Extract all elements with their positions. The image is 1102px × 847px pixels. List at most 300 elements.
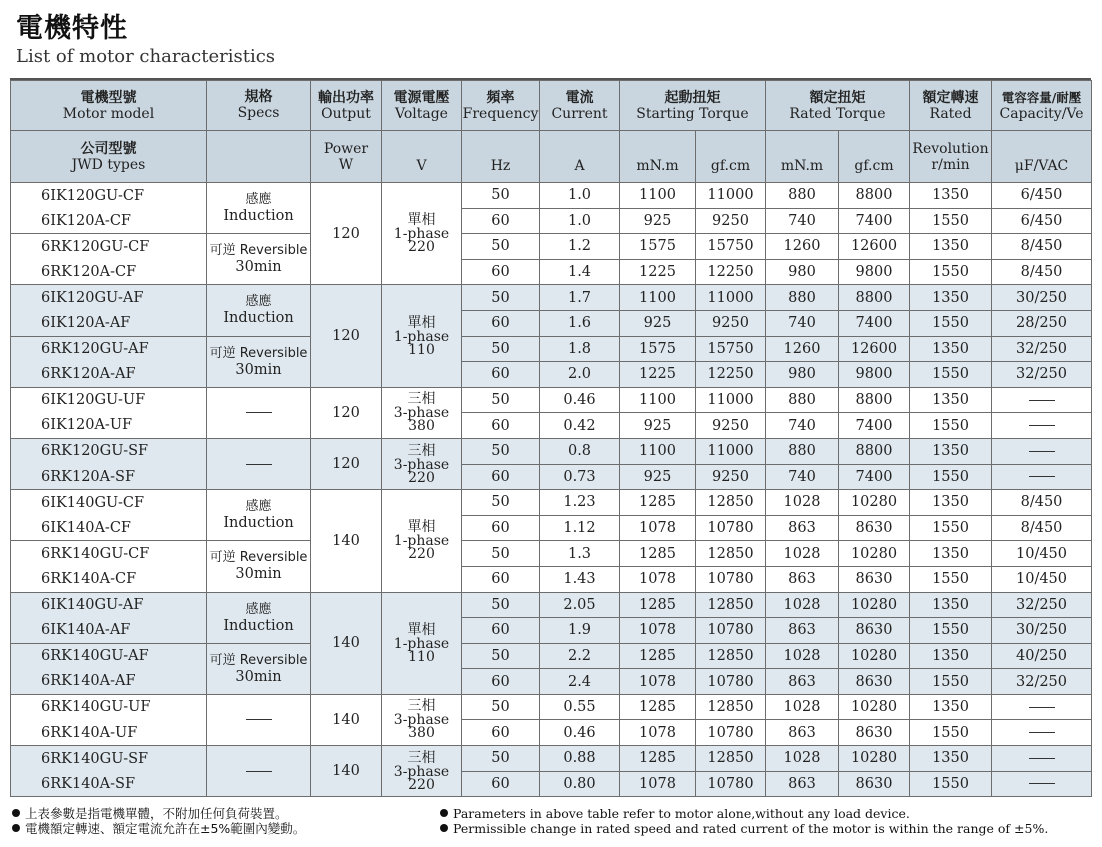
- rated-torque-gfcm-value: 8630: [839, 720, 910, 746]
- frequency-value: 60: [462, 413, 540, 439]
- rated-torque-gfcm-value: 7400: [839, 464, 910, 490]
- rated-torque-gfcm-value: 10280: [839, 746, 910, 772]
- rated-speed-value: 1550: [910, 771, 992, 797]
- rated-torque-mnm-value: 740: [766, 208, 839, 234]
- voltage-value: 380: [408, 418, 435, 435]
- header-current-unit: A: [540, 131, 620, 183]
- specs-cell: [207, 183, 311, 234]
- specs-cell: [207, 490, 311, 541]
- motor-table-container: [10, 78, 1091, 796]
- specs-label: 感應: [245, 294, 272, 310]
- current-value: 0.8: [540, 438, 620, 464]
- voltage-value: 220: [408, 776, 435, 793]
- header-frequency: 頻率 Frequency: [462, 81, 540, 131]
- dash-mark: [1029, 732, 1055, 733]
- model-name: 6RK140GU-UF: [11, 694, 207, 720]
- phase-label-zh: 三相: [407, 442, 436, 459]
- frequency-value: 60: [462, 771, 540, 797]
- rated-speed-value: 1550: [910, 720, 992, 746]
- specs-cell: [207, 541, 311, 592]
- model-name: 6RK120GU-SF: [11, 438, 207, 464]
- start-torque-gfcm-value: 10780: [696, 515, 766, 541]
- page-title: 電機特性: [16, 13, 128, 44]
- current-value: 1.7: [540, 285, 620, 311]
- phase-label-zh: 單相: [407, 519, 436, 536]
- header-output-unit: Power W: [311, 131, 382, 183]
- voltage-cell: [382, 183, 462, 285]
- output-power: 140: [311, 490, 382, 592]
- start-torque-mnm-value: 1225: [620, 362, 696, 388]
- current-value: 1.2: [540, 234, 620, 260]
- start-torque-mnm-value: 1078: [620, 618, 696, 644]
- table-row: [11, 771, 1092, 797]
- table-row: [11, 387, 1092, 413]
- rated-speed-value: 1350: [910, 490, 992, 516]
- current-value: 0.55: [540, 694, 620, 720]
- current-value: 2.0: [540, 362, 620, 388]
- start-torque-gfcm-value: 12250: [696, 259, 766, 285]
- table-row: [11, 541, 1092, 567]
- frequency-value: 60: [462, 566, 540, 592]
- rated-torque-gfcm-value: 12600: [839, 234, 910, 260]
- output-power: 120: [311, 285, 382, 387]
- rated-speed-value: 1550: [910, 464, 992, 490]
- capacity-value: 32/250: [992, 362, 1092, 388]
- rated-torque-gfcm-value: 9800: [839, 362, 910, 388]
- phase-label-zh: 單相: [407, 314, 436, 331]
- model-name: 6RK140A-AF: [11, 669, 207, 695]
- phase-label-en: 1-phase: [393, 226, 450, 243]
- current-value: 1.0: [540, 183, 620, 209]
- bullet-icon: [12, 824, 20, 832]
- rated-torque-gfcm-value: 7400: [839, 310, 910, 336]
- start-torque-gfcm-value: 12850: [696, 541, 766, 567]
- voltage-cell: [382, 490, 462, 592]
- specs-label: 可逆 Reversible: [209, 550, 308, 566]
- start-torque-mnm-value: 925: [620, 413, 696, 439]
- phase-label-en: 1-phase: [393, 533, 450, 550]
- rated-torque-mnm-value: 980: [766, 362, 839, 388]
- header-start-unit-mnm: mN.m: [620, 131, 696, 183]
- frequency-value: 60: [462, 669, 540, 695]
- header-rated-speed: 額定轉速 Rated: [910, 81, 992, 131]
- rated-speed-value: 1350: [910, 234, 992, 260]
- specs-sublabel: Induction: [223, 208, 294, 225]
- frequency-value: 50: [462, 592, 540, 618]
- voltage-cell: [382, 438, 462, 489]
- model-name: 6IK120A-AF: [11, 310, 207, 336]
- specs-cell: [207, 234, 311, 285]
- table-row: [11, 438, 1092, 464]
- start-torque-mnm-value: 1078: [620, 669, 696, 695]
- current-value: 1.0: [540, 208, 620, 234]
- voltage-value: 220: [408, 469, 435, 486]
- start-torque-gfcm-value: 15750: [696, 234, 766, 260]
- header-frequency-unit: Hz: [462, 131, 540, 183]
- capacity-value: 8/450: [992, 259, 1092, 285]
- start-torque-gfcm-value: 10780: [696, 618, 766, 644]
- notes-english: [440, 806, 1048, 836]
- start-torque-mnm-value: 1285: [620, 592, 696, 618]
- frequency-value: 60: [462, 310, 540, 336]
- rated-torque-mnm-value: 863: [766, 618, 839, 644]
- specs-sublabel: Induction: [223, 515, 294, 532]
- start-torque-gfcm-value: 11000: [696, 387, 766, 413]
- rated-speed-value: 1550: [910, 413, 992, 439]
- phase-label-zh: 三相: [407, 391, 436, 408]
- model-name: 6IK140GU-CF: [11, 490, 207, 516]
- rated-torque-gfcm-value: 8800: [839, 285, 910, 311]
- start-torque-mnm-value: 1225: [620, 259, 696, 285]
- model-name: 6IK140A-CF: [11, 515, 207, 541]
- specs-cell: [207, 746, 311, 797]
- dash-mark: [246, 719, 272, 720]
- rated-speed-value: 1350: [910, 285, 992, 311]
- frequency-value: 50: [462, 234, 540, 260]
- dash-mark: [1029, 783, 1055, 784]
- specs-cell: [207, 438, 311, 489]
- specs-sublabel: 30min: [235, 361, 282, 378]
- current-value: 2.2: [540, 643, 620, 669]
- table-row: [11, 618, 1092, 644]
- rated-speed-value: 1350: [910, 183, 992, 209]
- table-row: [11, 208, 1092, 234]
- rated-torque-gfcm-value: 8630: [839, 515, 910, 541]
- table-row: [11, 643, 1092, 669]
- table-row: [11, 362, 1092, 388]
- rated-speed-value: 1350: [910, 438, 992, 464]
- frequency-value: 60: [462, 720, 540, 746]
- specs-label: 可逆 Reversible: [209, 345, 308, 361]
- frequency-value: 50: [462, 183, 540, 209]
- voltage-value: 220: [408, 546, 435, 563]
- rated-torque-mnm-value: 1028: [766, 746, 839, 772]
- start-torque-mnm-value: 1078: [620, 566, 696, 592]
- start-torque-mnm-value: 1285: [620, 643, 696, 669]
- frequency-value: 50: [462, 694, 540, 720]
- rated-speed-value: 1350: [910, 592, 992, 618]
- header-speed-unit: Revolution r/min: [910, 131, 992, 183]
- header-voltage-unit: V: [382, 131, 462, 183]
- current-value: 1.23: [540, 490, 620, 516]
- start-torque-gfcm-value: 12850: [696, 746, 766, 772]
- start-torque-mnm-value: 1285: [620, 490, 696, 516]
- current-value: 1.9: [540, 618, 620, 644]
- note-en-1: Parameters in above table refer to motor alone,without any load device.: [440, 806, 1048, 821]
- rated-torque-mnm-value: 740: [766, 310, 839, 336]
- phase-label-zh: 單相: [407, 212, 436, 229]
- bullet-icon: [12, 809, 20, 817]
- start-torque-gfcm-value: 12850: [696, 643, 766, 669]
- rated-torque-gfcm-value: 12600: [839, 336, 910, 362]
- start-torque-gfcm-value: 12850: [696, 694, 766, 720]
- bullet-icon: [440, 809, 448, 817]
- rated-torque-mnm-value: 1028: [766, 643, 839, 669]
- frequency-value: 60: [462, 618, 540, 644]
- current-value: 0.46: [540, 720, 620, 746]
- capacity-value: 8/450: [992, 515, 1092, 541]
- rated-torque-mnm-value: 1028: [766, 694, 839, 720]
- specs-sublabel: 30min: [235, 259, 282, 276]
- model-name: 6RK140A-CF: [11, 566, 207, 592]
- model-name: 6RK120GU-AF: [11, 336, 207, 362]
- rated-speed-value: 1350: [910, 643, 992, 669]
- model-name: 6IK120GU-CF: [11, 183, 207, 209]
- start-torque-gfcm-value: 9250: [696, 464, 766, 490]
- frequency-value: 50: [462, 336, 540, 362]
- dash-mark: [1029, 400, 1055, 401]
- model-name: 6RK140GU-CF: [11, 541, 207, 567]
- capacity-value: 40/250: [992, 643, 1092, 669]
- capacity-value: 30/250: [992, 618, 1092, 644]
- dash-mark: [246, 771, 272, 772]
- rated-speed-value: 1350: [910, 541, 992, 567]
- phase-label-en: 3-phase: [393, 712, 450, 729]
- table-row: [11, 234, 1092, 260]
- phase-label-en: 3-phase: [393, 763, 450, 780]
- table-row: [11, 336, 1092, 362]
- rated-speed-value: 1550: [910, 208, 992, 234]
- capacity-value: 8/450: [992, 234, 1092, 260]
- start-torque-gfcm-value: 10780: [696, 566, 766, 592]
- voltage-value: 220: [408, 239, 435, 256]
- frequency-value: 50: [462, 541, 540, 567]
- specs-label: 感應: [245, 601, 272, 617]
- specs-cell: [207, 387, 311, 438]
- specs-label: 感應: [245, 192, 272, 208]
- model-name: 6RK140GU-AF: [11, 643, 207, 669]
- capacity-value: 6/450: [992, 183, 1092, 209]
- specs-sublabel: 30min: [235, 566, 282, 583]
- phase-label-en: 1-phase: [393, 635, 450, 652]
- phase-label-en: 3-phase: [393, 456, 450, 473]
- frequency-value: 60: [462, 362, 540, 388]
- capacity-value: [992, 464, 1092, 490]
- model-name: 6RK120A-SF: [11, 464, 207, 490]
- start-torque-gfcm-value: 9250: [696, 413, 766, 439]
- capacity-value: [992, 694, 1092, 720]
- table-row: [11, 669, 1092, 695]
- dash-mark: [246, 412, 272, 413]
- output-power: 140: [311, 746, 382, 797]
- rated-speed-value: 1550: [910, 362, 992, 388]
- phase-label-en: 3-phase: [393, 405, 450, 422]
- start-torque-mnm-value: 1285: [620, 541, 696, 567]
- capacity-value: 8/450: [992, 490, 1092, 516]
- capacity-value: [992, 746, 1092, 772]
- capacity-value: 10/450: [992, 541, 1092, 567]
- table-row: [11, 310, 1092, 336]
- start-torque-mnm-value: 1285: [620, 694, 696, 720]
- specs-label: 感應: [245, 499, 272, 515]
- header-specs-blank: [207, 131, 311, 183]
- header-rated-unit-mnm: mN.m: [766, 131, 839, 183]
- capacity-value: 28/250: [992, 310, 1092, 336]
- start-torque-mnm-value: 1575: [620, 336, 696, 362]
- table-header: [11, 81, 1092, 183]
- start-torque-gfcm-value: 12250: [696, 362, 766, 388]
- start-torque-gfcm-value: 12850: [696, 490, 766, 516]
- frequency-value: 50: [462, 643, 540, 669]
- dash-mark: [246, 464, 272, 465]
- table-row: [11, 490, 1092, 516]
- specs-cell: [207, 643, 311, 694]
- frequency-value: 60: [462, 515, 540, 541]
- rated-torque-mnm-value: 863: [766, 771, 839, 797]
- model-name: 6IK140GU-AF: [11, 592, 207, 618]
- rated-speed-value: 1350: [910, 336, 992, 362]
- rated-torque-gfcm-value: 8630: [839, 669, 910, 695]
- voltage-cell: [382, 285, 462, 387]
- table-row: [11, 515, 1092, 541]
- capacity-value: 32/250: [992, 592, 1092, 618]
- capacity-value: [992, 387, 1092, 413]
- frequency-value: 50: [462, 438, 540, 464]
- rated-torque-gfcm-value: 7400: [839, 413, 910, 439]
- bullet-icon: [440, 824, 448, 832]
- rated-torque-mnm-value: 863: [766, 720, 839, 746]
- voltage-cell: [382, 387, 462, 438]
- rated-torque-gfcm-value: 8800: [839, 183, 910, 209]
- phase-label-en: 1-phase: [393, 328, 450, 345]
- output-power: 140: [311, 592, 382, 694]
- rated-torque-mnm-value: 1260: [766, 234, 839, 260]
- header-voltage: 電源電壓 Voltage: [382, 81, 462, 131]
- current-value: 1.4: [540, 259, 620, 285]
- rated-torque-gfcm-value: 8630: [839, 618, 910, 644]
- specs-cell: [207, 694, 311, 745]
- rated-torque-gfcm-value: 10280: [839, 694, 910, 720]
- table-row: [11, 720, 1092, 746]
- capacity-value: 6/450: [992, 208, 1092, 234]
- rated-torque-mnm-value: 1028: [766, 490, 839, 516]
- frequency-value: 50: [462, 490, 540, 516]
- frequency-value: 60: [462, 259, 540, 285]
- start-torque-gfcm-value: 11000: [696, 438, 766, 464]
- start-torque-mnm-value: 1575: [620, 234, 696, 260]
- model-name: 6IK120GU-UF: [11, 387, 207, 413]
- current-value: 0.42: [540, 413, 620, 439]
- start-torque-gfcm-value: 10780: [696, 669, 766, 695]
- table-row: [11, 566, 1092, 592]
- frequency-value: 50: [462, 746, 540, 772]
- table-row: [11, 464, 1092, 490]
- rated-speed-value: 1550: [910, 515, 992, 541]
- capacity-value: 30/250: [992, 285, 1092, 311]
- current-value: 0.73: [540, 464, 620, 490]
- specs-cell: [207, 592, 311, 643]
- start-torque-mnm-value: 1100: [620, 183, 696, 209]
- note-zh-1: 上表參數是指電機單體，不附加任何負荷裝置。: [12, 806, 305, 821]
- rated-torque-gfcm-value: 10280: [839, 541, 910, 567]
- model-name: 6IK120A-CF: [11, 208, 207, 234]
- model-name: 6IK120GU-AF: [11, 285, 207, 311]
- voltage-cell: [382, 746, 462, 797]
- rated-torque-gfcm-value: 10280: [839, 592, 910, 618]
- frequency-value: 50: [462, 387, 540, 413]
- voltage-cell: [382, 694, 462, 745]
- rated-torque-gfcm-value: 8630: [839, 566, 910, 592]
- start-torque-gfcm-value: 10780: [696, 720, 766, 746]
- current-value: 1.3: [540, 541, 620, 567]
- notes-chinese: [12, 806, 305, 836]
- current-value: 1.43: [540, 566, 620, 592]
- start-torque-gfcm-value: 15750: [696, 336, 766, 362]
- capacity-value: [992, 438, 1092, 464]
- start-torque-mnm-value: 1285: [620, 746, 696, 772]
- rated-torque-mnm-value: 863: [766, 669, 839, 695]
- table-body: [11, 183, 1092, 797]
- table-row: [11, 413, 1092, 439]
- note-zh-2: 電機額定轉速、額定電流允許在±5%範圍內變動。: [12, 821, 305, 836]
- model-name: 6RK140A-SF: [11, 771, 207, 797]
- start-torque-mnm-value: 1078: [620, 771, 696, 797]
- specs-label: 可逆 Reversible: [209, 243, 308, 259]
- model-name: 6IK120A-UF: [11, 413, 207, 439]
- rated-torque-mnm-value: 980: [766, 259, 839, 285]
- model-name: 6RK140GU-SF: [11, 746, 207, 772]
- capacity-value: [992, 413, 1092, 439]
- output-power: 120: [311, 438, 382, 489]
- rated-speed-value: 1550: [910, 669, 992, 695]
- motor-characteristics-table: [10, 80, 1092, 797]
- rated-torque-mnm-value: 880: [766, 438, 839, 464]
- rated-speed-value: 1550: [910, 618, 992, 644]
- rated-torque-mnm-value: 863: [766, 566, 839, 592]
- dash-mark: [1029, 758, 1055, 759]
- dash-mark: [1029, 425, 1055, 426]
- header-rated-unit-gfcm: gf.cm: [839, 131, 910, 183]
- header-specs: 規格 Specs: [207, 81, 311, 131]
- header-capacitor: 電容容量/耐壓 Capacity/Ve: [992, 81, 1092, 131]
- table-row: [11, 746, 1092, 772]
- phase-label-zh: 單相: [407, 621, 436, 638]
- header-output: 輸出功率 Output: [311, 81, 382, 131]
- phase-label-zh: 三相: [407, 698, 436, 715]
- start-torque-gfcm-value: 11000: [696, 285, 766, 311]
- header-model: 電機型號 Motor model: [11, 81, 207, 131]
- specs-sublabel: Induction: [223, 310, 294, 327]
- current-value: 2.4: [540, 669, 620, 695]
- capacity-value: 32/250: [992, 336, 1092, 362]
- table-row: [11, 183, 1092, 209]
- current-value: 0.46: [540, 387, 620, 413]
- frequency-value: 60: [462, 208, 540, 234]
- header-cap-unit: μF/VAC: [992, 131, 1092, 183]
- model-name: 6RK120A-AF: [11, 362, 207, 388]
- header-start-unit-gfcm: gf.cm: [696, 131, 766, 183]
- page-subtitle: List of motor characteristics: [16, 46, 276, 67]
- current-value: 1.6: [540, 310, 620, 336]
- table-row: [11, 694, 1092, 720]
- model-name: 6RK120GU-CF: [11, 234, 207, 260]
- current-value: 0.80: [540, 771, 620, 797]
- table-row: [11, 259, 1092, 285]
- rated-speed-value: 1550: [910, 566, 992, 592]
- capacity-value: [992, 720, 1092, 746]
- rated-torque-gfcm-value: 8800: [839, 387, 910, 413]
- rated-speed-value: 1350: [910, 694, 992, 720]
- rated-torque-mnm-value: 1260: [766, 336, 839, 362]
- dash-mark: [1029, 451, 1055, 452]
- current-value: 1.12: [540, 515, 620, 541]
- voltage-value: 110: [408, 648, 435, 665]
- model-name: 6IK140A-AF: [11, 618, 207, 644]
- dash-mark: [1029, 476, 1055, 477]
- note-en-2: Permissible change in rated speed and rated current of the motor is within the range of ±5%.: [440, 821, 1048, 836]
- rated-torque-gfcm-value: 8630: [839, 771, 910, 797]
- rated-speed-value: 1350: [910, 746, 992, 772]
